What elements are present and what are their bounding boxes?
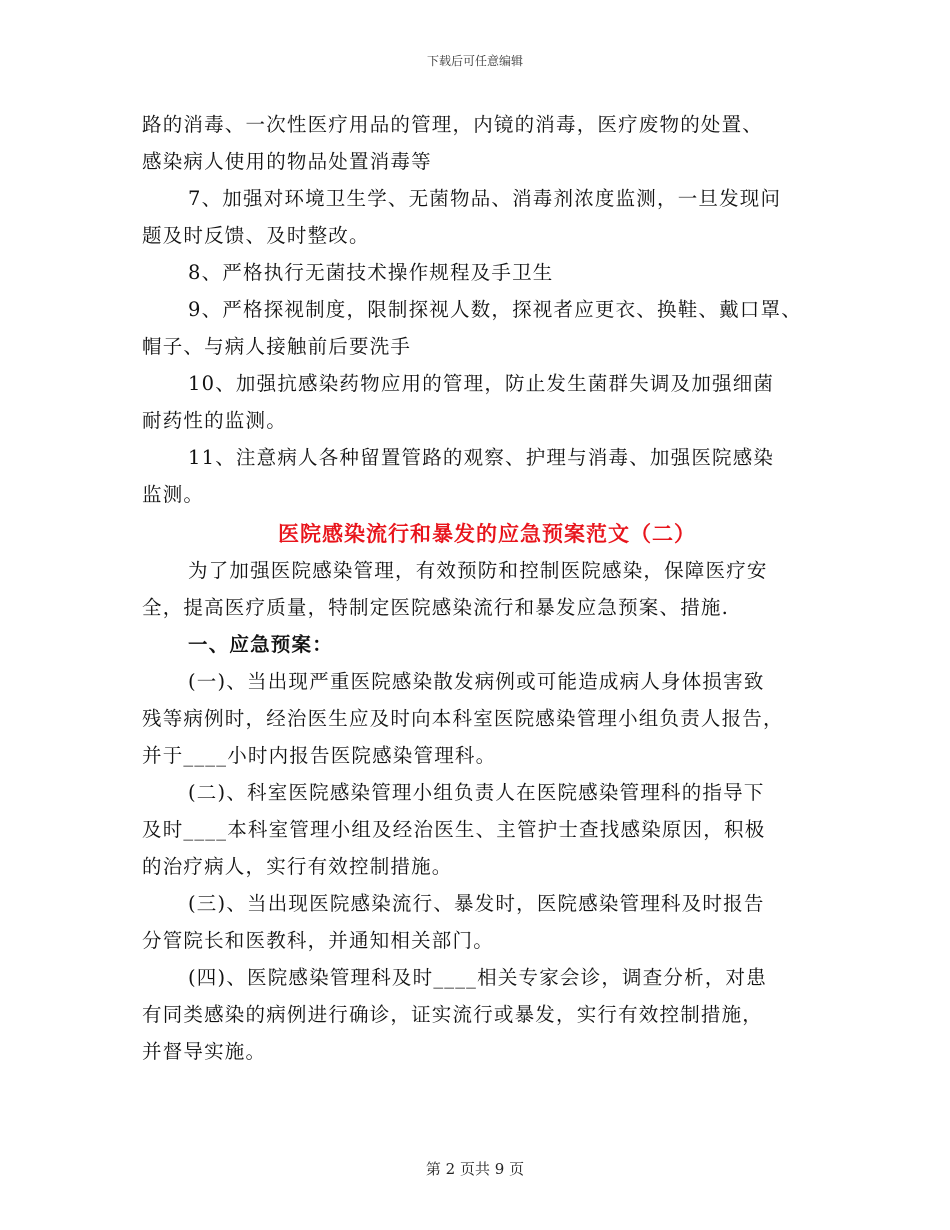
list-item-9: 9、严格探视制度，限制探视人数，探视者应更衣、换鞋、戴口罩、 xyxy=(188,298,802,321)
section-title: 医院感染流行和暴发的应急预案范文（二） xyxy=(278,521,696,546)
paragraph-line: 及时____本科室管理小组及经治医生、主管护士查找感染原因，积极 xyxy=(142,818,766,841)
list-item-10: 10、加强抗感染药物应用的管理，防止发生菌群失调及加强细菌 xyxy=(188,372,775,395)
paragraph-line: 并督导实施。 xyxy=(142,1040,267,1063)
paragraph-line: 残等病例时，经治医生应及时向本科室医院感染管理小组负责人报告， xyxy=(142,707,784,730)
paragraph-line: 全，提高医疗质量，特制定医院感染流行和暴发应急预案、措施. xyxy=(142,596,729,619)
paragraph-line: 帽子、与病人接触前后要洗手 xyxy=(142,335,412,358)
page-header: 下载后可任意编辑 xyxy=(426,54,523,68)
intro-paragraph: 为了加强医院感染管理，有效预防和控制医院感染，保障医疗安 xyxy=(188,559,768,582)
list-item-3: (三)、当出现医院感染流行、暴发时，医院感染管理科及时报告 xyxy=(188,892,765,915)
list-item-4: (四)、医院感染管理科及时____相关专家会诊，调查分析，对患 xyxy=(188,966,767,989)
list-item-8: 8、严格执行无菌技术操作规程及手卫生 xyxy=(188,261,554,284)
paragraph-line: 分管院长和医教科，并通知相关部门。 xyxy=(142,929,494,952)
paragraph-line: 感染病人使用的物品处置消毒等 xyxy=(142,150,432,173)
paragraph-line: 监测。 xyxy=(142,483,205,506)
paragraph-line: 路的消毒、一次性医疗用品的管理，内镜的消毒，医疗废物的处置、 xyxy=(142,113,764,136)
paragraph-line: 有同类感染的病例进行确诊，证实流行或暴发，实行有效控制措施， xyxy=(142,1003,764,1026)
section-continued-list xyxy=(142,106,832,513)
page-number: 第 2 页共 9 页 xyxy=(425,1160,525,1178)
list-item-7: 7、加强对环境卫生学、无菌物品、消毒剂浓度监测，一旦发现问 xyxy=(188,187,782,210)
list-item-11: 11、注意病人各种留置管路的观察、护理与消毒、加强医院感染 xyxy=(188,446,775,469)
paragraph-line: 并于____小时内报告医院感染管理科。 xyxy=(142,744,497,767)
subsection-heading: 一、应急预案： xyxy=(188,633,333,656)
section-emergency-plan xyxy=(142,552,832,1070)
document-body xyxy=(142,106,832,1070)
paragraph-line: 的治疗病人，实行有效控制措施。 xyxy=(142,855,453,878)
list-item-2: (二)、科室医院感染管理小组负责人在医院感染管理科的指导下 xyxy=(188,781,765,804)
list-item-1: (一)、当出现严重医院感染散发病例或可能造成病人身体损害致 xyxy=(188,670,765,693)
paragraph-line: 耐药性的监测。 xyxy=(142,409,287,432)
paragraph-line: 题及时反馈、及时整改。 xyxy=(142,224,370,247)
